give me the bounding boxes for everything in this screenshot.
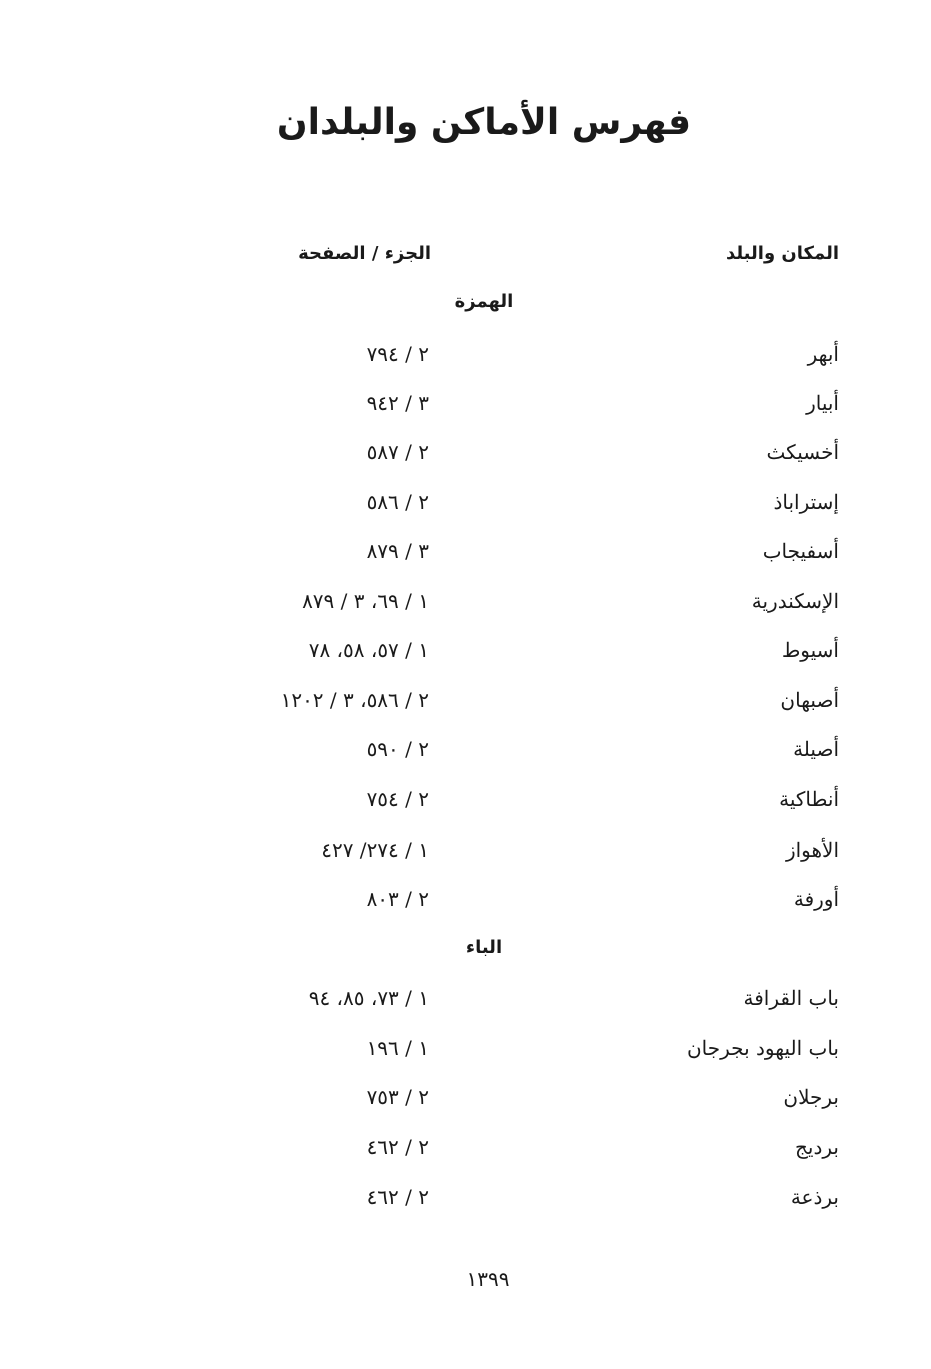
place-name: باب اليهود بجرجان — [686, 1036, 839, 1060]
page-reference: ٢ / ٧٩٤ — [366, 342, 429, 366]
place-name: أورفة — [793, 887, 839, 911]
list-item — [0, 832, 931, 868]
place-name: أخسيكث — [766, 440, 839, 464]
place-name: أسفيجاب — [762, 539, 839, 563]
place-name: أبهر — [807, 342, 839, 366]
column-header-place: المكان والبلد — [725, 243, 839, 264]
place-name: الأهواز — [785, 838, 839, 862]
place-name: برجلان — [783, 1085, 839, 1109]
list-item — [0, 881, 931, 917]
place-name: برذعة — [790, 1185, 839, 1209]
place-name: أصبهان — [780, 688, 839, 712]
list-item — [0, 336, 931, 372]
place-name: باب القرافة — [743, 986, 839, 1010]
page-reference: ٢ / ٥٨٦، ٣ / ١٢٠٢ — [280, 688, 429, 712]
list-item — [0, 731, 931, 767]
place-name: أنطاكية — [779, 787, 839, 811]
page-reference: ٢ / ٥٨٧ — [366, 440, 429, 464]
list-item — [0, 484, 931, 520]
page-reference: ١ / ١٩٦ — [366, 1036, 429, 1060]
place-name: أصيلة — [793, 737, 839, 761]
list-item — [0, 1079, 931, 1115]
page-reference: ١ / ٥٧، ٥٨، ٧٨ — [308, 638, 429, 662]
place-name: الإسكندرية — [751, 589, 839, 613]
page-reference: ٢ / ٥٩٠ — [366, 737, 429, 761]
list-item — [0, 583, 931, 619]
page-reference: ٣ / ٨٧٩ — [366, 539, 429, 563]
page-reference: ٢ / ٨٠٣ — [366, 887, 429, 911]
list-item — [0, 1030, 931, 1066]
list-item — [0, 385, 931, 421]
page-reference: ٣ / ٩٤٢ — [366, 391, 429, 415]
section-heading-baa: الباء — [465, 937, 503, 958]
place-name: أسيوط — [781, 638, 839, 662]
place-name: برديج — [795, 1135, 839, 1159]
section-heading-hamza: الهمزة — [454, 291, 514, 312]
list-item — [0, 533, 931, 569]
list-item — [0, 1129, 931, 1165]
list-item — [0, 632, 931, 668]
list-item — [0, 980, 931, 1016]
list-item — [0, 1179, 931, 1215]
list-item — [0, 682, 931, 718]
page-reference: ٢ / ٥٨٦ — [366, 490, 429, 514]
place-name: إستراباذ — [773, 490, 839, 514]
page-reference: ٢ / ٧٥٤ — [366, 787, 429, 811]
page-reference: ٢ / ٤٦٢ — [366, 1135, 429, 1159]
list-item — [0, 781, 931, 817]
page-title: فهرس الأماكن والبلدان — [276, 102, 692, 143]
page-number: ١٣٩٩ — [466, 1267, 510, 1291]
page-reference: ١ / ٢٧٤/ ٤٢٧ — [321, 838, 429, 862]
page-reference: ٢ / ٧٥٣ — [366, 1085, 429, 1109]
page-reference: ١ / ٧٣، ٨٥، ٩٤ — [308, 986, 429, 1010]
page-reference: ١ / ٦٩، ٣ / ٨٧٩ — [302, 589, 429, 613]
list-item — [0, 434, 931, 470]
column-header-reference: الجزء / الصفحة — [298, 243, 431, 264]
page-reference: ٢ / ٤٦٢ — [366, 1185, 429, 1209]
place-name: أبيار — [806, 391, 839, 415]
